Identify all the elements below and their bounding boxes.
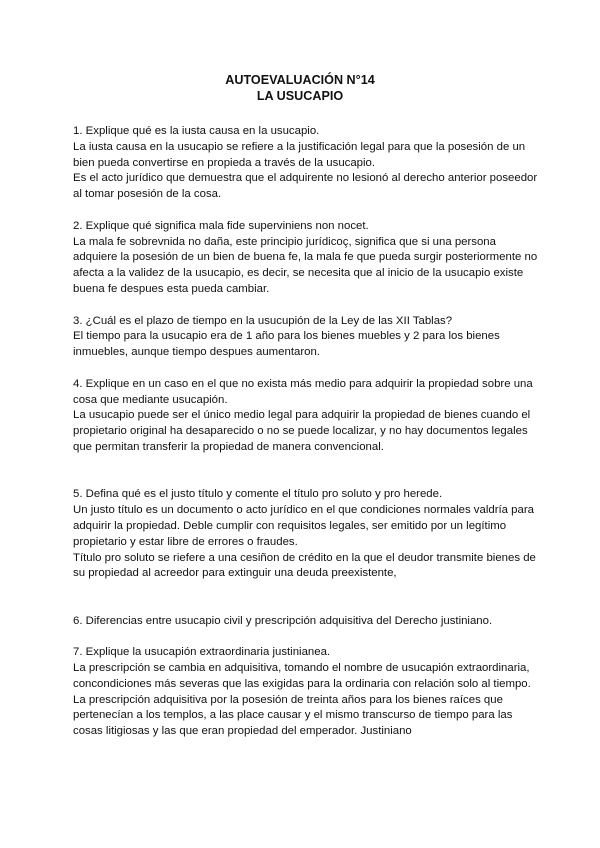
question-text: 7. Explique la usucapión extraordinaria justinianea. xyxy=(73,646,331,659)
question-block-5 xyxy=(73,487,543,582)
question-block-3 xyxy=(73,314,543,361)
question-block-4 xyxy=(73,377,543,456)
document-header xyxy=(0,72,600,104)
question-block-1 xyxy=(73,124,543,203)
question-block-6 xyxy=(73,614,543,630)
question-block-7 xyxy=(73,645,543,740)
answer-paragraph: Es el acto jurídico que demuestra que el adquirente no lesionó al derecho anterior poseedor al tomar posesión de la cosa. xyxy=(73,172,538,201)
question-text: 4. Explique en un caso en el que no exista más medio para adquirir la propiedad sobre una cosa que mediante usucapión. xyxy=(73,377,533,406)
question-text: 5. Defina qué es el justo título y comente el título pro soluto y pro herede. xyxy=(73,488,443,501)
question-block-2 xyxy=(73,219,543,298)
answer-paragraph: La prescripción se cambia en adquisitiva, tomando el nombre de usucapión extraordinaria, concondiciones más severas que las exigidas para la ordinaria con relación solo al tiempo. xyxy=(73,662,531,690)
answer-paragraph: Un justo título es un documento o acto jurídico en el que condiciones normales valdría para adquirir la propiedad. Deble cumplir con requisitos legales, ser emitido por un legítimo propietario y estar libre de errores o fraudes. xyxy=(73,504,534,548)
question-text: 1. Explique qué es la iusta causa en la usucapio. xyxy=(73,125,320,137)
document-body xyxy=(73,124,543,756)
answer-paragraph: La mala fe sobrevnida no daña, este principio jurídicoç, significa que si una persona adquiere la posesión de un bien de buena fe, la mala fe que pueda surgir posteriormente no afecta a la validez de la usucapio, es decir, se necesita que al inicio de la usucapio existe buena fe despues esta pueda cambiar. xyxy=(73,235,538,295)
answer-paragraph: La iusta causa en la usucapio se refiere a la justificación legal para que la posesión de un bien pueda convertirse en propieda a través de la usucapio. xyxy=(73,140,526,169)
answer-paragraph: Título pro soluto se riefere a una cesiñon de crédito en la que el deudor transmite bienes de su propiedad al acreedor para extinguir una deuda preexistente, xyxy=(73,551,536,580)
answer-paragraph: La prescripción adquisitiva por la posesión de treinta años para los bienes raíces que pertenecían a los templos, a las place causar y el mismo transcurso de tiempo para las cosas litigiosas y las que eran propiedad del emperador. Justiniano xyxy=(73,693,513,738)
question-text: 3. ¿Cuál es el plazo de tiempo en la usucupión de la Ley de las XII Tablas? xyxy=(73,314,453,327)
answer-paragraph: La usucapio puede ser el único medio legal para adquirir la propiedad de bienes cuando el propietario original ha desaparecido o no se puede localizar, y no hay documentos legales que permitan transferir la propiedad de manera convencional. xyxy=(73,409,531,453)
question-text: 2. Explique qué significa mala fide superviniens non nocet. xyxy=(73,219,369,232)
document-title: AUTOEVALUACIÓN N°14 xyxy=(225,73,375,87)
question-text: 6. Diferencias entre usucapio civil y prescripción adquisitiva del Derecho justiniano. xyxy=(73,614,493,627)
answer-paragraph: El tiempo para la usucapio era de 1 año para los bienes muebles y 2 para los bienes inmuebles, aunque tiempo despues aumentaron. xyxy=(73,330,500,359)
document-subtitle: LA USUCAPIO xyxy=(256,89,344,103)
